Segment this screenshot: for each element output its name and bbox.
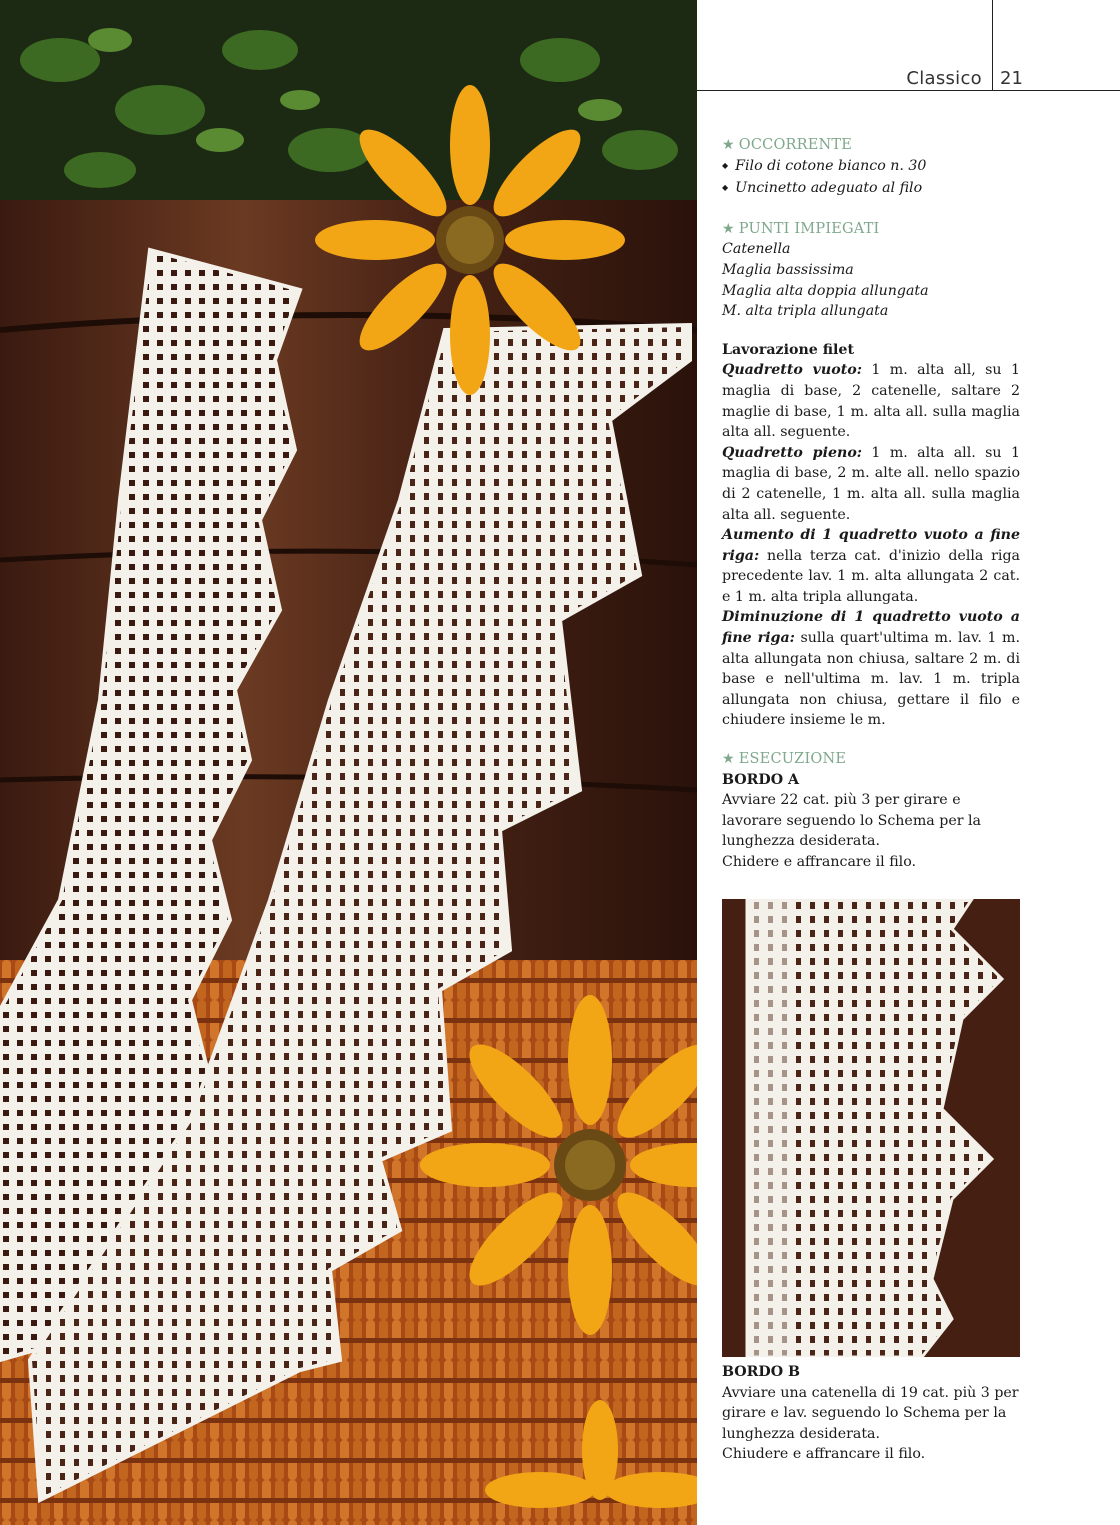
bordo-b-photo bbox=[722, 899, 1020, 1357]
header-divider bbox=[992, 0, 993, 90]
bordo-b-closing: Chiudere e affrancare il filo. bbox=[722, 1446, 926, 1463]
list-item: ◆ Uncinetto adeguato al filo bbox=[722, 178, 1020, 201]
entry-term: Quadretto vuoto: bbox=[722, 362, 862, 379]
entry-text: 1 m. alta all. su 1 maglia di base, 2 m. alte all. nello spazio di 2 catenelle, 1 m. alta all. sulla maglia alta all. seguente. bbox=[722, 444, 1020, 523]
header-rule bbox=[697, 90, 1120, 91]
punti-item: Catenella bbox=[722, 241, 791, 258]
lavorazione-entry bbox=[722, 525, 1020, 607]
star-icon: ★ bbox=[722, 220, 735, 237]
lavorazione-entry bbox=[722, 443, 1020, 525]
occorrente-heading bbox=[722, 135, 1020, 156]
bordo-a-text: Avviare 22 cat. più 3 per girare e lavorare seguendo lo Schema per la lunghezza desiderata. bbox=[722, 792, 982, 850]
entry-text: 1 m. alta all, su 1 maglia di base, 2 catenelle, saltare 2 maglie di base, 1 m. alta all. sulla maglia alta all. seguente. bbox=[722, 362, 1020, 441]
lavorazione-entry bbox=[722, 360, 1020, 442]
bordo-b-text: Avviare una catenella di 19 cat. più 3 per girare e lav. seguendo lo Schema per la lunghezza desiderata. bbox=[722, 1384, 1019, 1442]
esecuzione-heading bbox=[722, 749, 1020, 770]
list-item: ◆ Filo di cotone bianco n. 30 bbox=[722, 156, 1020, 179]
star-icon: ★ bbox=[722, 751, 735, 768]
occorrente-heading-label: OCCORRENTE bbox=[738, 137, 853, 153]
star-icon: ★ bbox=[722, 137, 735, 153]
entry-term: Quadretto pieno: bbox=[722, 444, 863, 461]
bordo-b-title: BORDO B bbox=[722, 1364, 800, 1380]
lavorazione-entry bbox=[722, 607, 1020, 731]
occorrente-list bbox=[722, 156, 1020, 201]
bordo-a-title: BORDO A bbox=[722, 771, 800, 788]
punti-heading bbox=[722, 219, 1020, 240]
lavorazione-title: Lavorazione filet bbox=[722, 341, 855, 358]
esecuzione-heading-label: ESECUZIONE bbox=[738, 751, 847, 768]
entry-term: Diminuzione di 1 quadretto vuoto a fine riga: bbox=[722, 609, 1020, 647]
bordo-a-closing: Chidere e affrancare il filo. bbox=[722, 854, 916, 870]
punti-item: M. alta tripla allungata bbox=[722, 303, 889, 320]
punti-item: Maglia bassissima bbox=[722, 261, 854, 278]
punti-heading-label: PUNTI IMPIEGATI bbox=[738, 220, 880, 237]
pattern-text bbox=[722, 135, 1020, 873]
bordo-b-block bbox=[722, 1362, 1020, 1465]
entry-text: nella terza cat. d'inizio della riga precedente lav. 1 m. alta allungata 2 cat. e 1 m. alta tripla allungata. bbox=[722, 547, 1020, 605]
entry-term: Aumento di 1 quadretto vuoto a fine riga: bbox=[722, 527, 1020, 564]
page-number: 21 bbox=[1000, 68, 1023, 89]
punti-item: Maglia alta doppia allungata bbox=[722, 282, 929, 299]
section-name: Classico bbox=[906, 68, 982, 89]
entry-text: sulla quart'ultima m. lav. 1 m. alta allungata non chiusa, saltare 2 m. di base e nell'ultima m. lav. 1 m. tripla allungata non chiusa, gettare il filo e chiudere insieme le m. bbox=[722, 630, 1021, 729]
